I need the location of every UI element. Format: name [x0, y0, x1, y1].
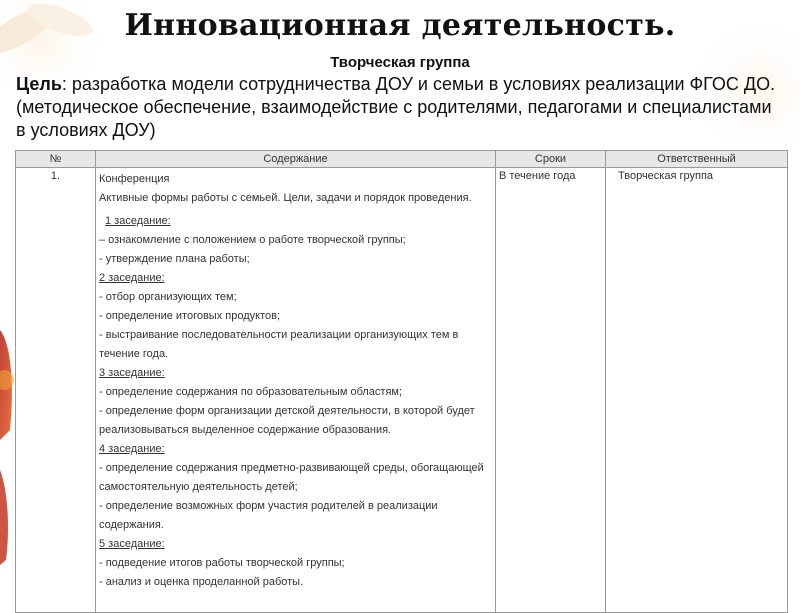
cell-content [96, 168, 496, 613]
page-subtitle: Творческая группа [330, 54, 470, 71]
meeting-1-heading: 1 заседание: [105, 215, 171, 227]
content-line: - определение возможных форм участия родителей в реализации содержания. [99, 500, 438, 531]
goal-label: Цель [16, 74, 62, 94]
content-line: - определение форм организации детской деятельности, в которой будет реализовываться выделенное содержание образования. [99, 405, 475, 436]
meeting-5-heading: 5 заседание: [99, 538, 165, 550]
content-line: - выстраивание последовательности реализации организующих тем в течение года. [99, 329, 459, 360]
header-period: Сроки [496, 151, 606, 168]
content-line: - подведение итогов работы творческой группы; [99, 557, 345, 569]
content-line: - определение содержания предметно-развивающей среды, обогащающей самостоятельную деятельность детей; [99, 462, 484, 493]
goal-paragraph [16, 73, 786, 142]
table-row [16, 168, 788, 613]
content-line: - определение итоговых продуктов; [99, 310, 280, 322]
content-line: Конференция [99, 173, 170, 185]
cell-responsible: Творческая группа [606, 168, 788, 613]
meeting-3-heading: 3 заседание: [99, 367, 165, 379]
cell-num: 1. [16, 168, 96, 613]
header-content: Содержание [96, 151, 496, 168]
content-line: - определение содержания по образовательным областям; [99, 386, 403, 398]
content-line: - утверждение плана работы; [99, 253, 250, 265]
meeting-2-heading: 2 заседание: [99, 272, 165, 284]
cell-period: В течение года [496, 168, 606, 613]
content-line: - анализ и оценка проделанной работы. [99, 576, 304, 588]
meeting-4-heading: 4 заседание: [99, 443, 165, 455]
content-line: – ознакомление с положением о работе творческой группы; [99, 234, 406, 246]
table-header-row [16, 151, 788, 168]
header-num: № [16, 151, 96, 168]
left-red-ribbon [0, 330, 14, 565]
plan-table [15, 150, 788, 613]
page-title: Инновационная деятельность. [124, 8, 676, 43]
content-line: Активные формы работы с семьей. Цели, задачи и порядок проведения. [99, 192, 472, 204]
content-line: - отбор организующих тем; [99, 291, 237, 303]
goal-text: : разработка модели сотрудничества ДОУ и семьи в условиях реализации ФГОС ДО. (методическое обеспечение, взаимодействие с родителями, педагогами и специалистами в условиях ДОУ) [16, 74, 776, 140]
header-responsible: Ответственный [606, 151, 788, 168]
